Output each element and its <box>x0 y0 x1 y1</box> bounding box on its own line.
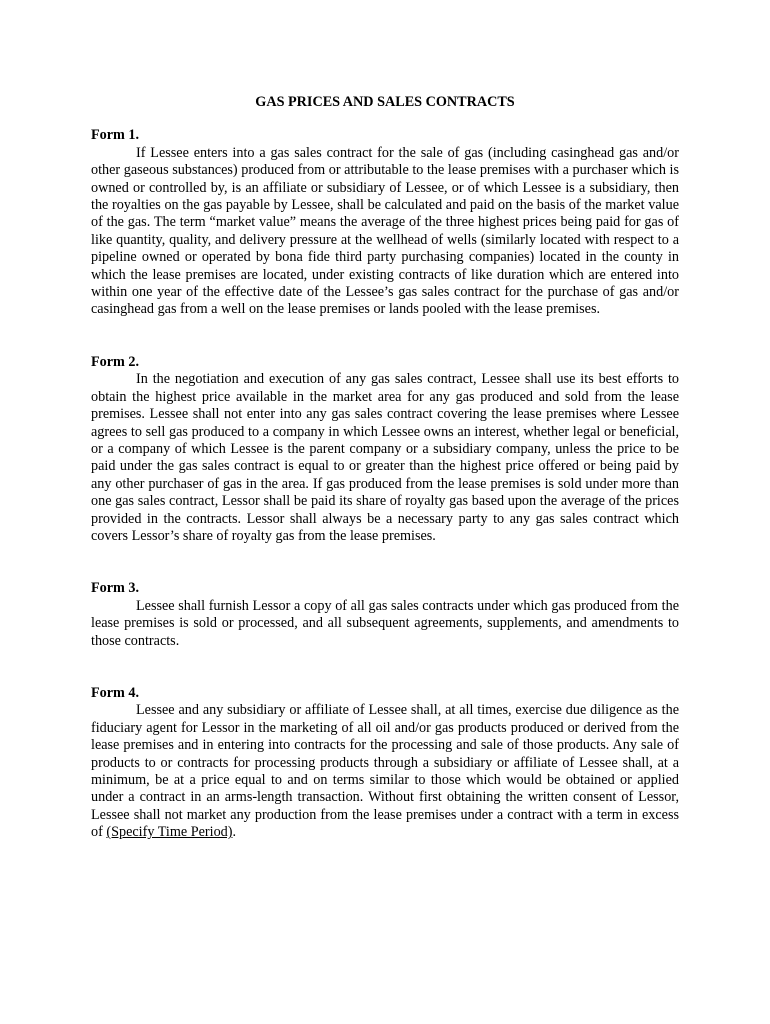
form-4-heading: Form 4. <box>91 684 140 701</box>
form-4-body-ending: . <box>232 824 237 841</box>
form-3-section <box>91 580 679 650</box>
form-1-body: If Lessee enters into a gas sales contract for the sale of gas (including casinghead gas and/or other gaseous substances) produced from or attributable to the lease premises with a purchaser which is owned or controlled by, is an affiliate or subsidiary of Lessee, or of which Lessee is a subsidiary, then the royalties on the gas payable by Lessee, shall be calculated and paid on the basis of the market value of the gas. The term “market value” means the average of the three highest prices being paid for gas of like quantity, quality, and delivery pressure at the wellhead of wells (similarly located with respect to a pipeline owned or operated by bona fide third party purchasing companies) located in the county in which the lease premises are located, under existing contracts of like duration which are entered into within one year of the effective date of the Lessee’s gas sales contract for the purchase of gas and/or casinghead gas from a well on the lease premises or lands pooled with the lease premises. <box>91 144 679 318</box>
form-2-body: In the negotiation and execution of any gas sales contract, Lessee shall use its best efforts to obtain the highest price available in the market area for any gas produced and sold from the lease premises. Lessee shall not enter into any gas sales contract covering the lease premises where Lessee agrees to sell gas produced to a company in which Lessee owns an interest, whether legal or beneficial, or a company of which Lessee is the parent company or a subsidiary company, unless the price to be paid under the gas sales contract is equal to or greater than the highest price offered or being paid by any other purchaser of gas in the area. If gas produced from the lease premises is sold under more than one gas sales contract, Lessor shall be paid its share of royalty gas based upon the average of the prices provided in the contracts. Lessor shall always be a necessary party to any gas sales contract which covers Lessor’s share of royalty gas from the lease premises. <box>91 371 679 544</box>
section-spacer <box>91 319 679 354</box>
time-period-placeholder: (Specify Time Period) <box>106 824 233 841</box>
section-spacer <box>91 545 679 580</box>
form-4-body-text: Lessee and any subsidiary or affiliate of Lessee shall, at all times, exercise due diligence as the fiduciary agent for Lessor in the marketing of all oil and/or gas products produced or derived from the lease premises and in entering into contracts for the processing and sale of those products. Any sale of products to or contracts for processing products through a subsidiary or affiliate of Lessee shall, at a minimum, be at a price equal to and on terms similar to those which would be obtained or applied under a contract in an arms-length transaction. Without first obtaining the written consent of Lessor, Lessee shall not market any production from the lease premises under a contract with a term in excess of <box>91 702 679 841</box>
form-1-heading: Form 1. <box>91 127 140 144</box>
form-4-section <box>91 685 679 842</box>
form-3-heading: Form 3. <box>91 580 140 597</box>
form-2-section <box>91 354 679 545</box>
form-2-heading: Form 2. <box>91 353 140 370</box>
form-4-body <box>91 702 679 841</box>
form-1-section <box>91 127 679 318</box>
document-page <box>91 94 679 842</box>
form-3-body: Lessee shall furnish Lessor a copy of all gas sales contracts under which gas produced from the lease premises is sold or processed, and all subsequent agreements, supplements, and amendments to those contracts. <box>91 597 679 649</box>
section-spacer <box>91 650 679 685</box>
document-title: GAS PRICES AND SALES CONTRACTS <box>255 94 515 110</box>
